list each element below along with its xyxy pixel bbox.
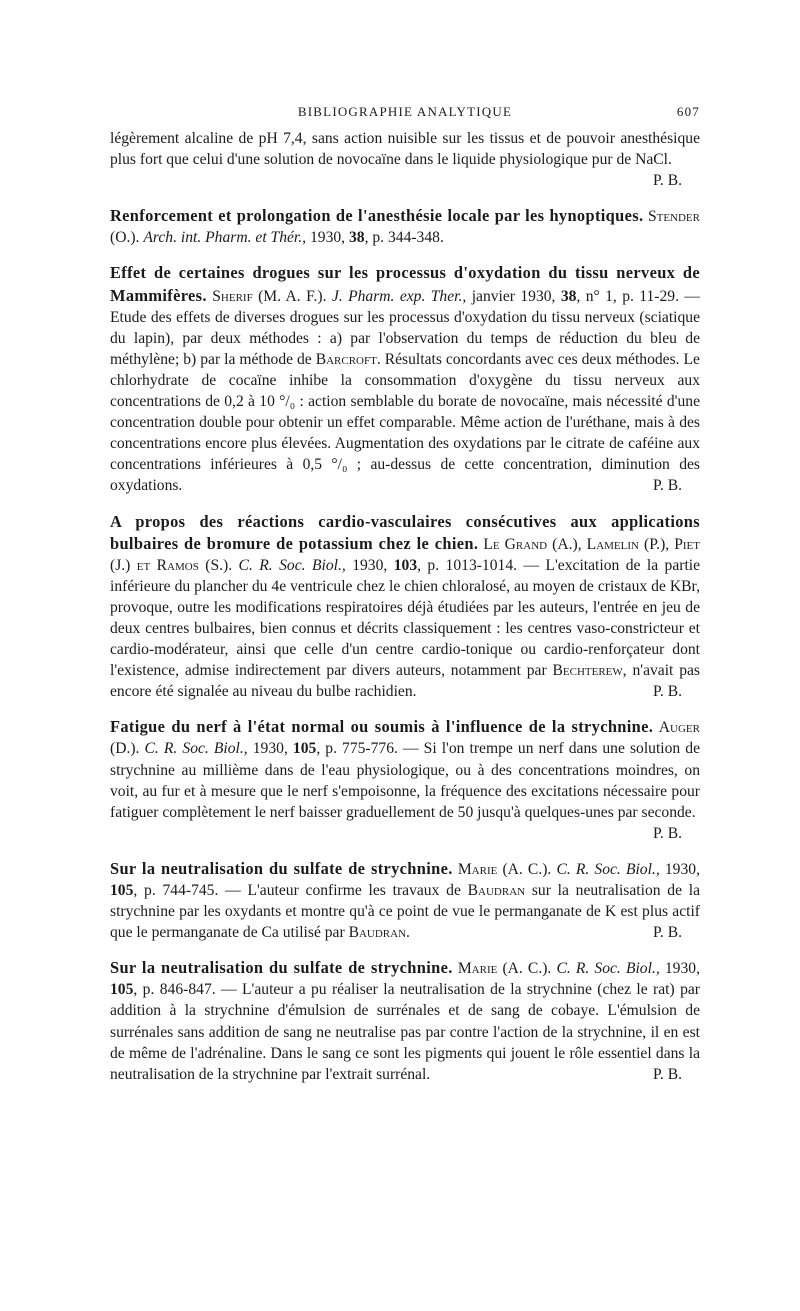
entry-year: janvier 1930,: [471, 287, 556, 305]
entry-volume: 105: [110, 981, 134, 999]
entry-year: 1930,: [352, 556, 388, 574]
entry-body: — L'auteur a pu réaliser la neutralisation de la strychnine (chez le rat) par addition à la strychnine d'émulsion de surrénales et de sang de cobaye. L'émulsion de surrénales sans addition de sang ne neutralise pas par contre l'action de la strychnine, il en est de même de l'adrénaline. Dans le sang ce sont les pigments qui jouent le rôle essentiel dans la neutralisation de la strychnine par l'extrait surrénal.: [110, 981, 700, 1083]
entry-signature: P. B.: [652, 683, 682, 701]
entry-journal: C. R. Soc. Biol.,: [238, 556, 346, 574]
entry-pages: , p. 344-348.: [364, 229, 444, 247]
entry-title: Effet de certaines drogues sur les processus d'oxydation du tissu nerveux de Mammifères.: [110, 263, 700, 305]
entry-title: Sur la neutralisation du sulfate de strychnine.: [110, 958, 453, 978]
entry-signature: P. B.: [652, 1065, 682, 1083]
entry-year: 1930,: [664, 860, 700, 878]
entry-volume: 103: [393, 556, 418, 574]
entry-authors: Stender (O.).: [110, 208, 700, 247]
entry-authors: Le Grand (A.), Lamelin (P.), Piet (J.) et Ramos (S.).: [110, 535, 701, 574]
entry-body: , n'avait pas encore été signalée au niveau du bulbe rachidien.: [110, 662, 700, 701]
entry-title: Renforcement et prolongation de l'anesthésie locale par les hynoptiques.: [110, 206, 644, 226]
entry-pages: , p. 775-776.: [316, 740, 398, 758]
entry-pages: , p. 846-847.: [133, 981, 216, 999]
entry-pages: , p. 744-745.: [133, 882, 219, 899]
entry-signature: P. B.: [652, 477, 682, 495]
entry-body: .: [406, 924, 410, 942]
entry-journal: C. R. Soc. Biol.,: [556, 860, 660, 878]
author-reference: Baudran: [348, 924, 407, 942]
running-head: [110, 104, 700, 128]
entry-signature: P. B.: [652, 172, 682, 190]
entry-year: 1930,: [309, 229, 346, 247]
running-title: BIBLIOGRAPHIE ANALYTIQUE: [297, 104, 513, 119]
bibliography-entry: [110, 716, 700, 844]
entry-journal: C. R. Soc. Biol.,: [556, 960, 660, 978]
entry-pages: , p. 1013-1014.: [417, 556, 518, 574]
entry-volume: 105: [292, 740, 317, 758]
entry-year: 1930,: [252, 740, 288, 758]
entry-volume: 38: [348, 229, 365, 247]
entry-volume: 38: [560, 287, 577, 305]
author-reference: Bechterew: [552, 662, 623, 680]
entry-authors: Marie (A. C.).: [457, 860, 552, 878]
entry-volume: 105: [110, 882, 134, 899]
entry-continuation: [110, 128, 700, 191]
entry-authors: Auger (D.).: [110, 719, 700, 758]
entry-body: sur la neutralisation de la strychnine par les oxydants et montre qu'à ce point de vue le permanganate de K est plus actif que le permanganate de Ca utilisé par: [110, 882, 701, 942]
bibliography-entry: [110, 262, 700, 496]
entry-pages: , n° 1, p. 11-29.: [576, 287, 679, 305]
page: [110, 104, 700, 1085]
bibliography-entry: [110, 511, 700, 703]
author-reference: Barcroft: [315, 350, 377, 368]
entry-signature: P. B.: [652, 824, 682, 842]
entry-title: Sur la neutralisation du sulfate de strychnine.: [110, 858, 453, 878]
entry-body: — Etude des effets de diverses drogues sur les processus d'oxydation du tissu nerveux (sciatique du lapin), par deux méthodes : a) par l'observation du temps de réduction du bleu de méthylène; b) par la méthode de: [110, 287, 700, 368]
entry-title: A propos des réactions cardio-vasculaires consécutives aux applications bulbaires de bromure de potassium chez le chien.: [110, 511, 700, 553]
entry-authors: Marie (A. C.).: [457, 960, 552, 978]
entry-journal: C. R. Soc. Biol.,: [144, 740, 248, 758]
entry-title: Fatigue du nerf à l'état normal ou soumis à l'influence de la strychnine.: [110, 717, 654, 737]
entry-signature: P. B.: [652, 924, 682, 942]
entry-body: . Résultats concordants avec ces deux méthodes. Le chlorhydrate de cocaïne inhibe la consommation d'oxygène du tissu nerveux aux concentrations de 0,2 à 10 °/₀ : action semblable du borate de novocaïne, mais nécessité d'une concentration double pour obtenir un effet comparable. Même action de l'uréthane, mais à des concentrations encore plus élevées. Augmentation des oxydations par le citrate de caféine aux concentrations inférieures à 0,5 °/₀ ; au-dessus de cette concentration, diminution des oxydations.: [110, 350, 700, 495]
entry-body: — Si l'on trempe un nerf dans une solution de strychnine au millième dans de l'eau physiologique, ou à des concentrations moindres, on voit, au fur et à mesure que le nerf s'empoisonne, la fréquence des excitations nécessaire pour fatiguer complètement le nerf baisser graduellement de 50 jusqu'à quelques-unes par seconde.: [110, 740, 701, 821]
entry-body: — L'excitation de la partie inférieure du plancher du 4e ventricule chez le chien chloralosé, au moyen de cristaux de KBr, provoque, outre les modifications respiratoires déjà étudiées par les auteurs, l'entrée en jeu de deux centres bulbaires, bien connus et décrits classiquement : les centres vaso-constricteur et cardio-modérateur, ainsi que celle d'un centre cardio-tonique ou cardio-renforçateur dont l'existence, admise indirectement par divers auteurs, notamment par: [110, 556, 701, 680]
entry-journal: Arch. int. Pharm. et Thér.,: [143, 229, 307, 247]
bibliography-entry: [110, 858, 700, 943]
entry-body: légèrement alcaline de pH 7,4, sans action nuisible sur les tissus et de pouvoir anesthésique plus fort que celui d'une solution de novocaïne dans le liquide physiologique pur de NaCl.: [110, 130, 700, 169]
author-reference: Baudran: [467, 882, 526, 899]
page-number: 607: [676, 104, 700, 119]
bibliography-entry: [110, 205, 700, 248]
entry-journal: J. Pharm. exp. Ther.,: [331, 287, 467, 305]
entry-year: 1930,: [664, 960, 700, 978]
entry-body: — L'auteur confirme les travaux de: [218, 882, 468, 899]
bibliography-entry: [110, 957, 700, 1085]
entry-authors: Sherif (M. A. F.).: [212, 287, 327, 305]
